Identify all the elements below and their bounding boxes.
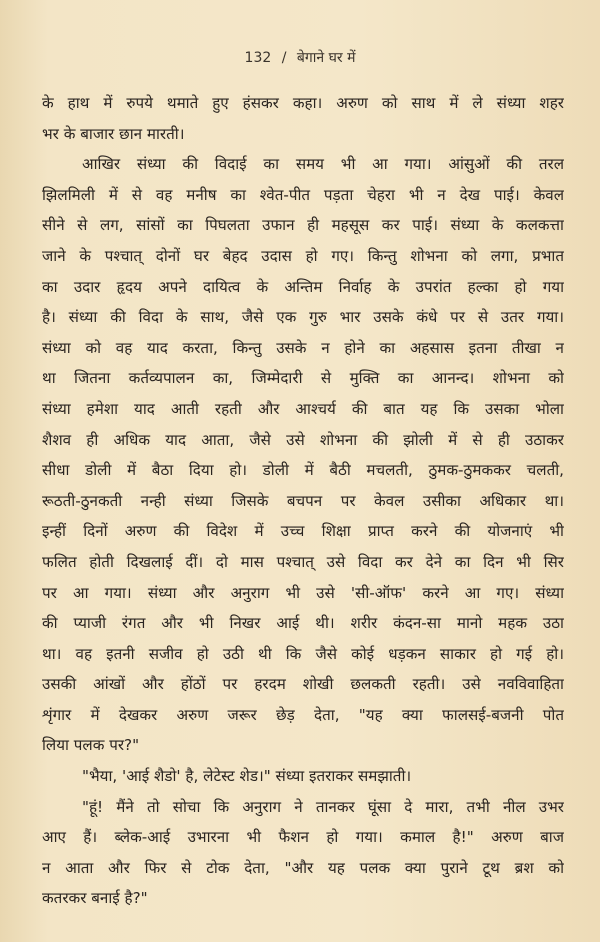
book-title: बेगाने घर में — [296, 50, 356, 66]
text-line: है। संध्या की विदा के साथ, जैसे एक गुरु भार उसके कंधे पर से उतर गया। — [42, 308, 564, 327]
text-line: आए हैं। ब्लेक-आई उभारना भी फैशन हो गया। कमाल है!" अरुण बाज — [42, 828, 564, 847]
text-line: सीने से लग, सांसों का पिघलता उफान ही महसूस कर पाई। संध्या के कलकत्ता — [42, 216, 564, 235]
text-line: आखिर संध्या की विदाई का समय भी आ गया। आंसुओं की तरल — [82, 155, 564, 174]
text-line: की प्याजी रंगत और भी निखर आई थी। शरीर कंदन-सा मानो महक उठा — [42, 614, 564, 633]
header-separator: / — [281, 50, 287, 66]
text-line: न आता और फिर से टोक देता, "और यह पलक क्या पुराने टूथ ब्रश को — [42, 858, 564, 877]
text-line: रूठती-ठुनकती नन्ही संध्या जिसके बचपन पर केवल उसीका अधिकार था। — [42, 491, 564, 510]
text-line: शैशव ही अधिक याद आता, जैसे उसे शोभना की झोली में से ही उठाकर — [42, 430, 564, 449]
text-line: कतरकर बनाई है?" — [42, 889, 148, 908]
text-line: संध्या को वह याद करता, किन्तु उसके न होने का अहसास इतना तीखा न — [42, 338, 564, 357]
text-line: जाने के पश्चात् दोनों घर बेहद उदास हो गए। किन्तु शोभना को लगा, प्रभात — [42, 246, 564, 265]
text-line: के हाथ में रुपये थमाते हुए हंसकर कहा। अरुण को साथ में ले संध्या शहर — [42, 94, 564, 112]
page-number: 132 — [244, 50, 272, 66]
text-line: लिया पलक पर?" — [42, 736, 140, 755]
text-line: सीधा डोली में बैठा दिया हो। डोली में बैठी मचलती, ठुमक-ठुमककर चलती, — [42, 461, 564, 480]
text-line: उसकी आंखों और होंठों पर हरदम शोखी छलकती रहती। उसे नवविवाहिता — [42, 675, 564, 694]
text-line: "भैया, 'आई शैडो' है, लेटेस्ट शेड।" संध्या इतराकर समझाती। — [82, 767, 412, 786]
text-line: का उदार हृदय अपने दायित्व के अन्तिम निर्वाह के उपरांत हल्का हो गया — [42, 277, 564, 296]
text-line: पर आ गया। संध्या और अनुराग भी उसे 'सी-ऑफ' करने आ गए। संध्या — [42, 583, 564, 602]
text-line: शृंगार में देखकर अरुण जरूर छेड़ देता, "यह क्या फालसई-बजनी पोत — [42, 705, 564, 724]
body-text — [42, 88, 564, 914]
text-line: संध्या हमेशा याद आती रहती और आश्चर्य की बात यह कि उसका भोला — [42, 399, 564, 418]
text-line: इन्हीं दिनों अरुण की विदेश में उच्च शिक्षा प्राप्त करने की योजनाएं भी — [42, 522, 564, 541]
text-line: था। वह इतनी सजीव हो उठी थी कि जैसे कोई धड़कन साकार हो गई हो। — [42, 644, 564, 663]
text-line: था जितना कर्तव्यपालन का, जिम्मेदारी से मुक्ति का आनन्द। शोभना को — [42, 369, 564, 388]
text-line: फलित होती दिखलाई दीं। दो मास पश्चात् उसे विदा कर देने का दिन भी सिर — [42, 552, 564, 571]
text-line: भर के बाजार छान मारती। — [42, 124, 185, 143]
running-header — [0, 48, 600, 67]
text-line: "हूं! मैंने तो सोचा कि अनुराग ने तानकर घूंसा दे मारा, तभी नील उभर — [82, 797, 564, 816]
text-line: झिलमिली में से वह मनीष का श्वेत-पीत पड़ता चेहरा भी न देख पाई। केवल — [42, 185, 564, 204]
